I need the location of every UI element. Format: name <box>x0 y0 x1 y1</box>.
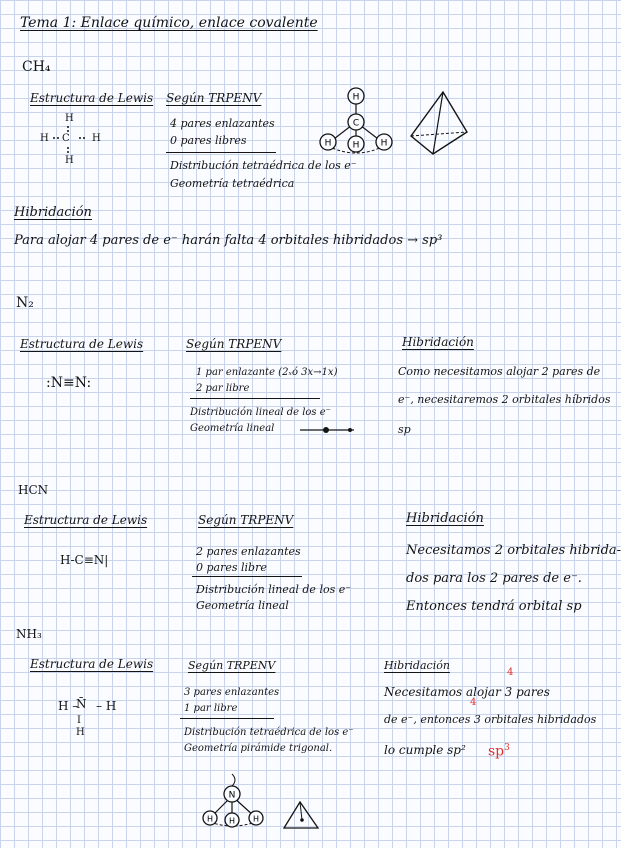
nh3-model-label-center: N <box>228 790 236 801</box>
ch4-lewis-h-right: H <box>92 133 101 144</box>
nh3-lewis-n: N̄ <box>76 697 87 711</box>
nh3-hib-heading: Hibridación <box>384 659 450 672</box>
hcn-hib-line-1: Necesitamos 2 orbitales hibrida- <box>406 543 621 558</box>
nh3-model-label-right: H <box>252 814 260 824</box>
nh3-lewis-right: – H <box>96 699 117 713</box>
ch4-lewis-h-left: H <box>40 133 49 144</box>
ch4-lewis-h-bottom: H <box>65 155 74 166</box>
nh3-hib-line-3: lo cumple sp² <box>384 743 466 757</box>
ch4-ball-model <box>318 84 398 164</box>
ch4-trpenv-heading: Según TRPENV <box>166 91 262 105</box>
nh3-lewis-h-bottom: H <box>76 727 85 738</box>
hibridacion-heading: Hibridación <box>14 205 92 220</box>
nh3-line-2: 1 par libre <box>184 703 238 714</box>
nh3-line-3: Distribución tetraédrica de los e⁻ <box>184 727 354 738</box>
hcn-formula: HCN <box>18 483 49 497</box>
ch4-line-3: Distribución tetraédrica de los e⁻ <box>170 159 357 172</box>
n2-line-4: Geometría lineal <box>190 423 275 434</box>
ch4-divider <box>166 152 276 153</box>
n2-hib-line-2: e⁻, necesitaremos 2 orbitales híbridos <box>398 393 611 406</box>
n2-formula: N₂ <box>16 295 34 311</box>
n2-hib-line-1: Como necesitamos alojar 2 pares de <box>398 365 601 378</box>
pyramid-sketch <box>282 800 322 834</box>
nh3-line-1: 3 pares enlazantes <box>184 687 280 698</box>
hcn-lewis: H-C≡N| <box>60 553 109 567</box>
n2-line-3: Distribución lineal de los e⁻ <box>190 407 331 418</box>
ch4-lewis-h-top: H <box>65 113 74 124</box>
nh3-line-4: Geometría pirámide trigonal. <box>184 743 333 754</box>
nh3-correction-sp: sp <box>488 743 505 760</box>
hcn-hib-line-3: Entonces tendrá orbital sp <box>406 599 582 614</box>
hcn-line-1: 2 pares enlazantes <box>196 545 301 558</box>
nh3-ball-model <box>198 770 274 834</box>
ch4-model-label-right: H <box>380 138 388 149</box>
nh3-model-label-left: H <box>206 814 214 824</box>
nh3-correction-4b: 4 <box>470 697 477 708</box>
n2-line-2: 2 par libre <box>196 383 250 394</box>
hcn-line-3: Distribución lineal de los e⁻ <box>196 583 352 596</box>
hibridacion-text: Para alojar 4 pares de e⁻ harán falta 4 orbitales hibridados → sp³ <box>14 233 443 248</box>
tetrahedron-sketch <box>405 88 475 158</box>
ch4-formula: CH₄ <box>22 59 51 75</box>
nh3-hib-line-2: de e⁻, entonces 3 orbitales hibridados <box>384 713 597 726</box>
n2-divider <box>190 398 320 399</box>
hcn-line-4: Geometría lineal <box>196 599 289 612</box>
ch4-model-label-left: H <box>324 138 332 149</box>
ch4-lewis-bond-dots <box>40 112 110 172</box>
hcn-hib-line-2: dos para los 2 pares de e⁻. <box>406 571 582 586</box>
nh3-correction-sp3 <box>488 744 510 759</box>
n2-lewis: :N≡N: <box>46 375 92 391</box>
ch4-line-4: Geometría tetraédrica <box>170 177 295 190</box>
page-title: Tema 1: Enlace químico, enlace covalente <box>20 15 318 31</box>
hcn-lewis-heading: Estructura de Lewis <box>24 513 148 527</box>
nh3-model-label-front: H <box>228 816 236 826</box>
ch4-lewis-c: C <box>62 133 70 144</box>
ch4-model-label-top: H <box>352 92 360 103</box>
ch4-line-2: 0 pares libres <box>170 134 247 147</box>
n2-lewis-heading: Estructura de Lewis <box>20 337 144 351</box>
nh3-lewis-left: H – <box>58 699 79 713</box>
nh3-correction-4a: 4 <box>507 667 514 678</box>
n2-hib-line-3: sp <box>398 423 411 436</box>
hcn-trpenv-heading: Según TRPENV <box>198 513 294 527</box>
nh3-lewis-bond: I <box>77 715 81 726</box>
nh3-lewis-heading: Estructura de Lewis <box>30 657 154 671</box>
n2-trpenv-heading: Según TRPENV <box>186 337 282 351</box>
hcn-hib-heading: Hibridación <box>406 511 484 526</box>
ch4-model-label-front: H <box>352 140 360 151</box>
hcn-line-2: 0 pares libre <box>196 561 267 574</box>
nh3-divider <box>180 718 274 719</box>
nh3-correction-exponent: 3 <box>504 743 510 753</box>
nh3-trpenv-heading: Según TRPENV <box>188 659 276 672</box>
n2-hib-heading: Hibridación <box>402 335 474 349</box>
ch4-model-label-center: C <box>352 118 360 129</box>
nh3-hib-line-1: Necesitamos alojar 3 pares <box>384 685 550 699</box>
hcn-divider <box>192 576 302 577</box>
nh3-formula: NH₃ <box>16 627 42 641</box>
n2-linear-sketch <box>298 424 358 436</box>
ch4-line-1: 4 pares enlazantes <box>170 117 275 130</box>
n2-line-1: 1 par enlazante (2ₓó 3x→1x) <box>196 367 338 378</box>
ch4-lewis-heading: Estructura de Lewis <box>30 91 154 105</box>
